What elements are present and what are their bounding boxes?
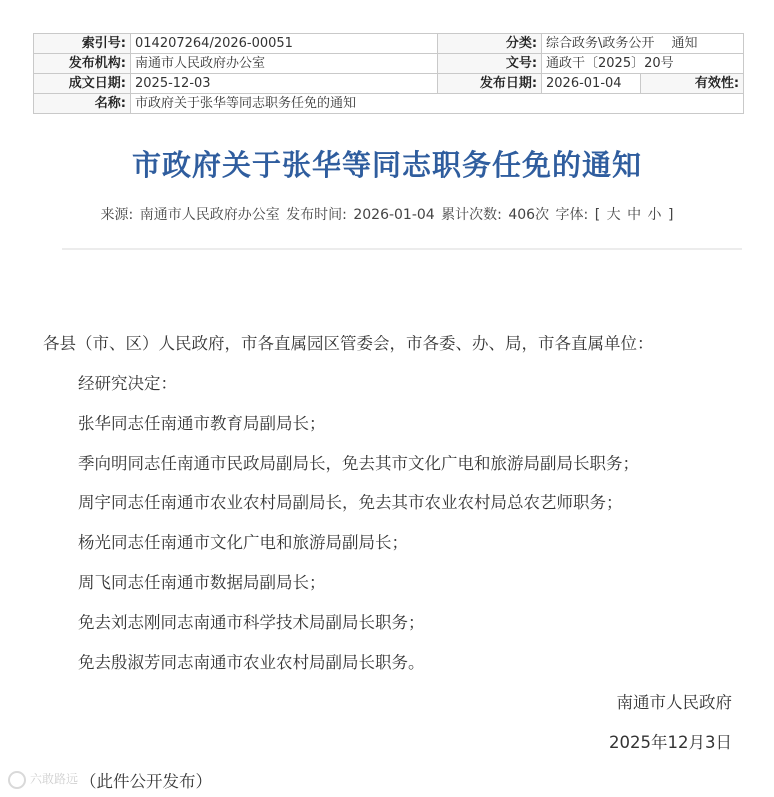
paragraph: 经研究决定： <box>78 374 177 393</box>
docno-label: 文号: <box>438 54 542 74</box>
index-label: 索引号: <box>34 34 131 54</box>
published-value: 2026-01-04 <box>542 74 641 94</box>
time-value: 2026-01-04 <box>353 207 435 223</box>
paragraph: 杨光同志任南通市文化广电和旅游局副局长； <box>78 533 408 552</box>
paragraph: 免去殷淑芳同志南通市农业农村局副局长职务。 <box>78 653 425 672</box>
name-value: 市政府关于张华等同志职务任免的通知 <box>131 94 744 114</box>
paragraph: 周飞同志任南通市数据局副局长； <box>78 573 326 592</box>
created-value: 2025-12-03 <box>131 74 438 94</box>
watermark <box>8 770 78 789</box>
meta-table <box>33 33 744 114</box>
font-bracket-close: ] <box>667 207 674 223</box>
font-large-button[interactable]: 大 <box>606 207 621 223</box>
published-label: 发布日期: <box>438 74 542 94</box>
publisher-label: 发布机构: <box>34 54 131 74</box>
paragraph: 季向明同志任南通市民政局副局长，免去其市文化广电和旅游局副局长职务； <box>78 454 639 473</box>
font-small-button[interactable]: 小 <box>647 207 662 223</box>
validity-label: 有效性: <box>641 74 744 94</box>
publication-note: （此件公开发布） <box>80 772 212 791</box>
font-size-label: 字体: <box>555 207 589 223</box>
index-value: 014207264/2026-00051 <box>131 34 438 54</box>
signature-date: 2025年12月3日 <box>609 733 732 752</box>
salutation: 各县（市、区）人民政府，市各直属园区管委会，市各委、办、局，市各直属单位： <box>43 334 654 353</box>
font-medium-button[interactable]: 中 <box>627 207 642 223</box>
paragraph: 免去刘志刚同志南通市科学技术局副局长职务； <box>78 613 425 632</box>
divider <box>62 248 742 250</box>
created-label: 成文日期: <box>34 74 131 94</box>
watermark-text: 六敢路远 <box>30 772 79 786</box>
category-label: 分类: <box>438 34 542 54</box>
category-value: 综合政务\政务公开 通知 <box>542 34 744 54</box>
time-label: 发布时间: <box>286 207 347 223</box>
views-label: 累计次数: <box>441 207 502 223</box>
article-title: 市政府关于张华等同志职务任免的通知 <box>131 148 642 182</box>
source-label: 来源: <box>100 207 134 223</box>
paragraph: 周宇同志任南通市农业农村局副局长，免去其市农业农村局总农艺师职务； <box>78 493 623 512</box>
font-bracket-open: [ <box>594 207 601 223</box>
article-info-bar <box>0 204 774 224</box>
publisher-value: 南通市人民政府办公室 <box>131 54 438 74</box>
name-label: 名称: <box>34 94 131 114</box>
signer: 南通市人民政府 <box>616 693 732 712</box>
views-value: 406次 <box>508 207 550 223</box>
paragraph: 张华同志任南通市教育局副局长； <box>78 414 326 433</box>
docno-value: 通政干〔2025〕20号 <box>542 54 744 74</box>
source-value: 南通市人民政府办公室 <box>139 207 280 223</box>
watermark-logo-icon <box>8 771 26 789</box>
